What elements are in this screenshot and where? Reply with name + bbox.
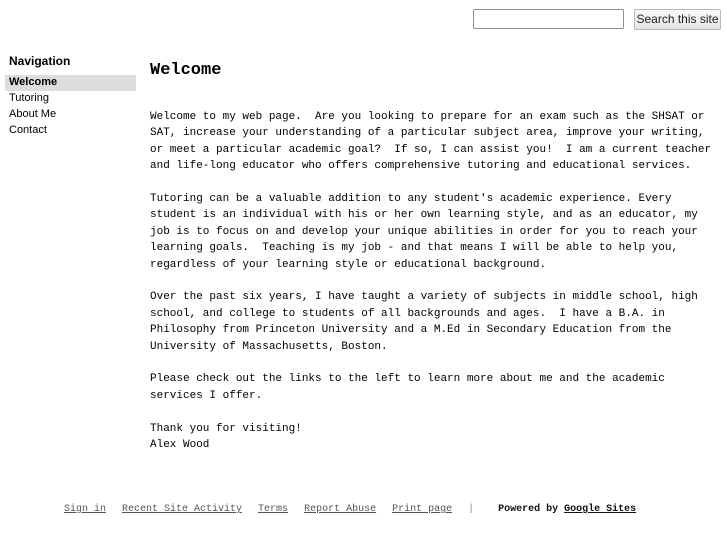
sidebar-navigation: [5, 55, 136, 139]
search-input[interactable]: [473, 9, 624, 29]
search-button[interactable]: Search this site: [634, 9, 721, 30]
sidebar-item-contact[interactable]: Contact: [9, 124, 47, 136]
footer-separator: |: [468, 504, 475, 515]
nav-heading: Navigation: [9, 54, 71, 68]
report-abuse-link[interactable]: Report Abuse: [304, 504, 377, 515]
signoff-paragraph: Thank you for visiting! Alex Wood: [150, 422, 302, 452]
print-page-link[interactable]: Print page: [392, 504, 453, 515]
sidebar-item-about-me[interactable]: About Me: [9, 108, 57, 120]
recent-activity-link[interactable]: Recent Site Activity: [122, 504, 243, 515]
links-paragraph: Please check out the links to the left to learn more about me and the academic services I offer.: [150, 373, 672, 402]
terms-link[interactable]: Terms: [258, 504, 289, 515]
google-sites-link[interactable]: Google Sites: [564, 504, 637, 515]
experience-paragraph: Over the past six years, I have taught a variety of subjects in middle school, high school, and college to students of all backgrounds and ages. I have a B.A. in Philosophy from Princeton University and a M.Ed in Secondary Education from the University of Massachusetts, Boston.: [150, 291, 705, 353]
sign-in-link[interactable]: Sign in: [64, 504, 107, 515]
powered-by-label: Powered by: [498, 504, 559, 515]
page-title: Welcome: [150, 61, 222, 80]
sidebar-item-welcome[interactable]: Welcome: [5, 75, 136, 91]
sidebar-item-tutoring[interactable]: Tutoring: [9, 92, 49, 104]
top-bar: [0, 0, 727, 38]
main-content: [150, 60, 720, 470]
intro-paragraph: Welcome to my web page. Are you looking to prepare for an exam such as the SHSAT or SAT, increase your understanding of a particular subject area, improve your writing, or meet a particular academic goal? If so, I can assist you! I am a current teacher and life-long educator who offers comprehensive tutoring and educational services.: [150, 111, 718, 173]
tutoring-paragraph: Tutoring can be a valuable addition to any student's academic experience. Every student is an individual with his or her own learning style, and as an educator, my job is to focus on and develop your unique abilities in order for you to reach your learning goals. Teaching is my job - and that means I will be able to help you, regardless of your learning style or educational background.: [150, 193, 705, 271]
footer: [64, 503, 704, 517]
